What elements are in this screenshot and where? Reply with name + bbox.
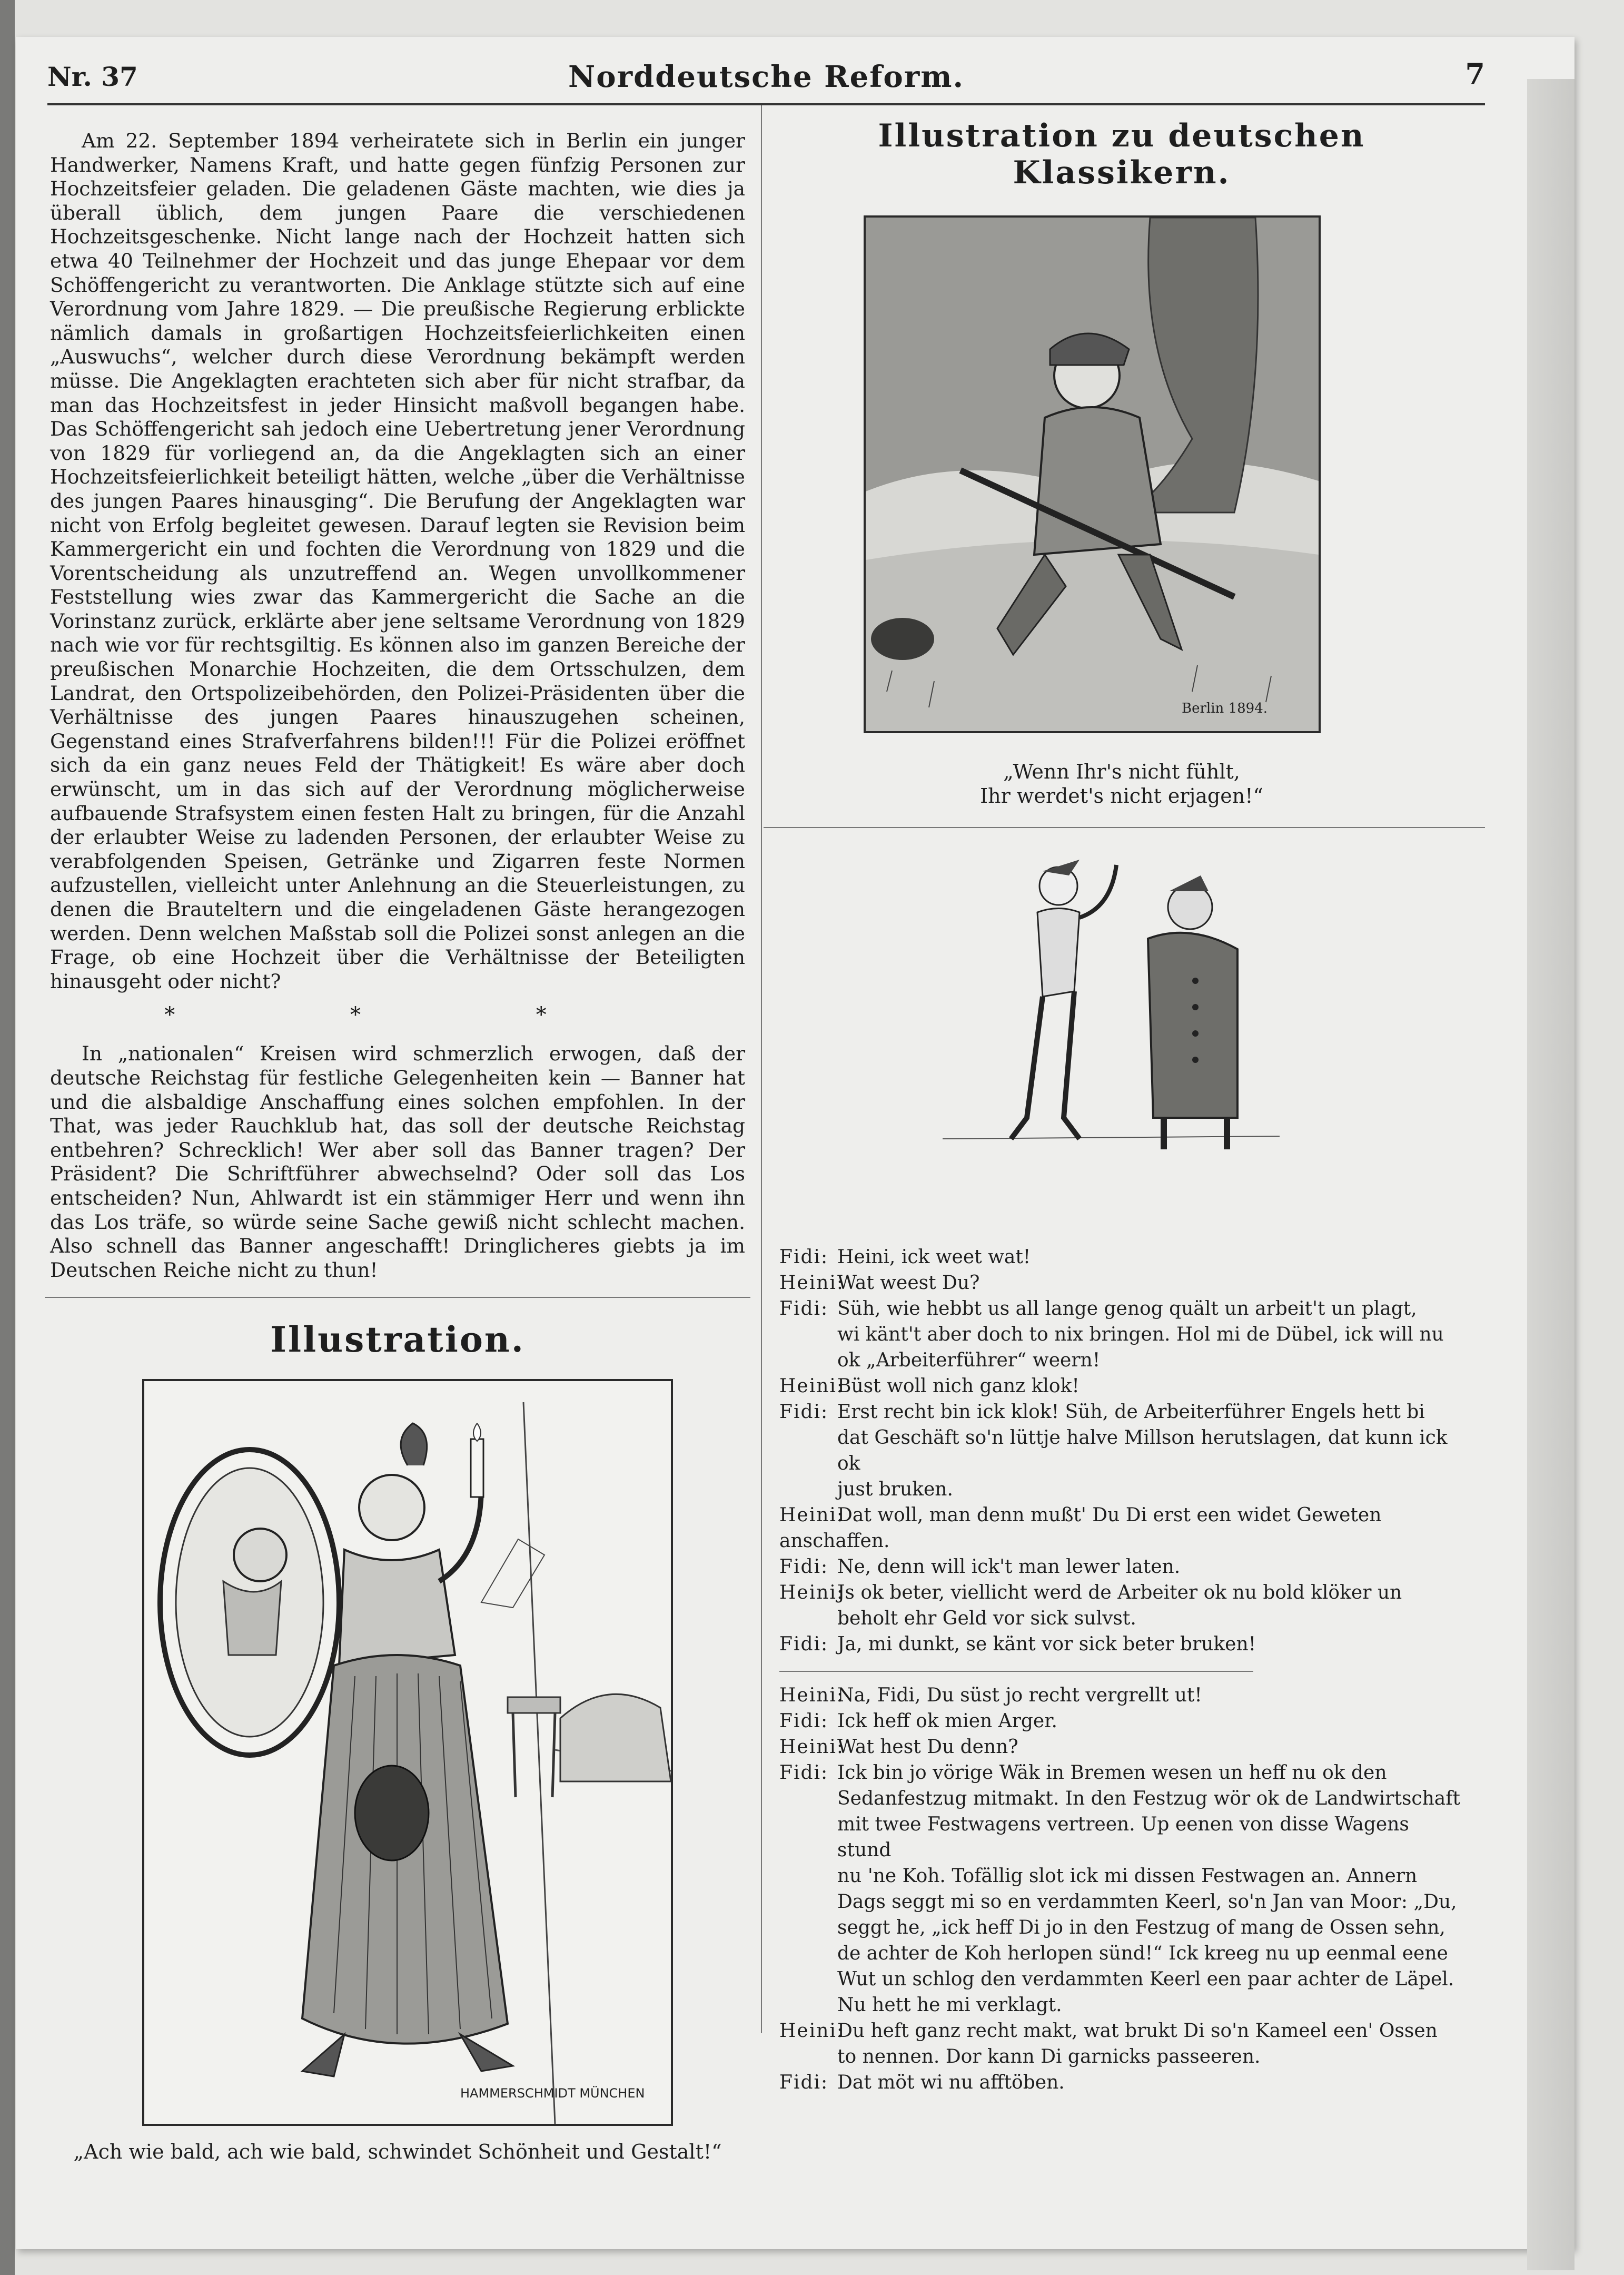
speaker: Fidi: [779, 1633, 829, 1655]
speech-continuation: beholt ehr Geld vor sick sulvst. [837, 1608, 1136, 1629]
hunter-drawing [866, 218, 1319, 731]
mirror-woman-drawing [144, 1381, 671, 2124]
speaker: Heini: [779, 2020, 845, 2042]
speaker: Heini: [779, 1272, 845, 1294]
speech-continuation: nu 'ne Koh. Tofällig slot ick mi dissen Festwagen an. Annern [837, 1865, 1418, 1887]
speech: Du heft ganz recht makt, wat brukt Di so'n Kameel een' Ossen [837, 2020, 1438, 2042]
speech-continuation: Dags seggt mi so en verdammten Keerl, so'n Jan van Moor: „Du, [837, 1891, 1457, 1913]
header-rule [47, 103, 1485, 105]
speaker: Fidi: [779, 2072, 829, 2093]
left-section-rule [45, 1297, 750, 1298]
speaker: Heini: [779, 1582, 845, 1603]
speech: Ne, denn will ick't man lewer laten. [837, 1556, 1181, 1578]
dialogue-section-1 [779, 1244, 1464, 1657]
dialogue-1-line-5 [779, 1399, 1464, 1425]
speaker: Heini: [779, 1685, 845, 1706]
dialogue-2-line-3 [779, 1734, 1464, 1760]
dialogue-1-line-6 [779, 1502, 1464, 1554]
page-header [47, 57, 1485, 99]
illustration-hunter [864, 215, 1321, 733]
book-binding-edge [0, 0, 15, 2275]
fidi-heini-drawing [943, 844, 1280, 1244]
speaker: Fidi: [779, 1710, 829, 1732]
speech: Heini, ick weet wat! [837, 1246, 1031, 1268]
speaker: Fidi: [779, 1401, 829, 1423]
speech-continuation: Sedanfestzug mitmakt. In den Festzug wör ok de Landwirtschaft [837, 1788, 1461, 1809]
dialogue-1-line-8 [779, 1580, 1464, 1606]
speaker: Fidi: [779, 1762, 829, 1784]
speech-continuation: de achter de Koh herlopen sünd!“ Ick kreeg nu up eenmal eene [837, 1943, 1448, 1964]
right-section-rule-2 [779, 1671, 1253, 1672]
klassiker-caption-line-2: Ihr werdet's nicht erjagen!“ [980, 784, 1263, 807]
illustration-fidi-heini [943, 844, 1280, 1244]
illustration-caption: „Ach wie bald, ach wie bald, schwindet Schönheit und Gestalt!“ [73, 2140, 722, 2164]
klassiker-caption [779, 760, 1464, 808]
article-wedding-ordinance: Am 22. September 1894 verheiratete sich in Berlin ein junger Handwerker, Namens Kraft, und hatte gegen fünfzig Personen zur Hochzeitsfeier geladen. Die geladenen Gäste machten, wie dies ja überall üblich, dem jungen Paare die verschiedenen Hochzeitsgeschenke. Nicht lange nach der Hochzeit hatten sich etwa 40 Teilnehmer der Hochzeit und das junge Ehepaar vor dem Schöffengericht zu verantworten. Die Anklage stützte sich auf eine Verordnung vom Jahre 1829. — Die preußische Regierung erblickte nämlich damals in großartigen Hochzeitsfeierlichkeiten einen „Auswuchs“, welcher durch diese Verordnung bekämpft werden müsse. Die Angeklagten erachteten sich aber für nicht strafbar, da man das Hochzeitsfest in jeder Hinsicht maßvoll begangen habe. Das Schöffengericht sah jedoch eine Uebertretung jener Verordnung von 1829 für vorliegend an, da die Angeklagten sich an einer Hochzeitsfeierlichkeit beteiligt hätten, welche „über die Verhältnisse des jungen Paares hinausging“. Die Berufung der Angeklagten war nicht von Erfolg begleitet gewesen. Darauf legten sie Revision beim Kammergericht ein und fochten die Verordnung von 1829 und die Vorentscheidung als unzutreffend an. Wegen unvollkommener Feststellung wies zwar das Kammergericht die Sache an die Vorinstanz zurück, erklärte aber jene seltsame Verordnung von 1829 nach wie vor für rechtsgiltig. Es können also im ganzen Bereiche der preußischen Monarchie Hochzeiten, die dem Ortsschulzen, dem Landrat, den Ortspolizeibehörden, den Polizei-Präsidenten über die Verhältnisse des jungen Paares hinauszugehen scheinen, Gegenstand eines Strafverfahrens bilden!!! Für die Polizei eröffnet sich da ein ganz neues Feld der Thätigkeit! Es wäre aber doch erwünscht, um in das sich auf der Verordnung möglicherweise aufbauende Strafsystem einen festen Halt zu bringen, für die Anzahl der erlaubter Weise zu ladenden Personen, der erlaubter Weise zu verabfolgenden Speisen, Getränke und Zigarren feste Normen aufzustellen, vielleicht unter Anlehnung an die Steuerleistungen, zu denen die Brauteltern und die eingeladenen Gäste herangezogen werden. Denn welchen Maßstab soll die Polizei sonst anlegen an die Frage, ob eine Hochzeit über die Verhältnisse der Beteiligten hinausgeht oder nicht? [50, 129, 745, 993]
speaker: Fidi: [779, 1556, 829, 1578]
speech: Wat weest Du? [837, 1272, 980, 1294]
speech-continuation: dat Geschäft so'n lüttje halve Millson herutslagen, dat kunn ick ok [837, 1427, 1448, 1474]
dialogue-2-line-6 [779, 2070, 1464, 2095]
illustration-mirror-woman [142, 1379, 673, 2126]
speaker: Heini: [779, 1736, 845, 1758]
speech-continuation: to nennen. Dor kann Di garnicks passeeren. [837, 2046, 1261, 2067]
klassiker-caption-line-1: „Wenn Ihr's nicht fühlt, [1003, 760, 1240, 783]
speech: Erst recht bin ick klok! Süh, de Arbeiterführer Engels hett bi [837, 1401, 1425, 1423]
speech: Ja, mi dunkt, se känt vor sick beter bruken! [837, 1633, 1256, 1655]
speech-continuation: wi känt't aber doch to nix bringen. Hol mi de Dübel, ick will nu [837, 1324, 1444, 1345]
dialogue-2-line-1 [779, 1682, 1464, 1708]
speaker: Fidi: [779, 1246, 829, 1268]
dialogue-2-line-5 [779, 2018, 1464, 2044]
speech: Süh, wie hebbt us all lange genog quält un arbeit't un plagt, [837, 1298, 1417, 1319]
speech-continuation: seggt he, „ick heff Di jo in den Festzug of mang de Ossen sehn, [837, 1917, 1445, 1938]
speech: Na, Fidi, Du süst jo recht vergrellt ut! [837, 1685, 1202, 1706]
speech-continuation: ok „Arbeiterführer“ weern! [837, 1350, 1101, 1371]
dialogue-1-line-3 [779, 1296, 1464, 1322]
left-column [50, 129, 745, 2164]
speech: Dat möt wi nu afftöben. [837, 2072, 1065, 2093]
speech-continuation: just bruken. [837, 1479, 953, 1500]
speech: Ick heff ok mien Arger. [837, 1710, 1057, 1732]
page-edge [1527, 79, 1575, 2270]
speech: Büst woll nich ganz klok! [837, 1375, 1080, 1397]
dialogue-1-line-7 [779, 1554, 1464, 1580]
speech: Dat woll, man denn mußt' Du Di erst een widet Geweten anschaffen. [779, 1504, 1382, 1552]
speech-continuation: Nu hett he mi verklagt. [837, 1994, 1062, 2016]
column-divider [761, 105, 762, 2033]
speaker: Heini: [779, 1375, 845, 1397]
dialogue-1-line-9 [779, 1631, 1464, 1657]
right-section-rule-1 [764, 827, 1485, 828]
hunter-signature: Berlin 1894. [1182, 701, 1267, 716]
dialogue-section-2 [779, 1682, 1464, 2095]
speech: Ick bin jo vörige Wäk in Bremen wesen un heff nu ok den [837, 1762, 1387, 1784]
dialogue-2-line-4 [779, 1760, 1464, 1786]
illustration-title: Illustration. [270, 1319, 525, 1361]
section-separator: * * * [164, 1003, 631, 1028]
speech-continuation: Wut un schlog den verdammten Keerl een paar achter de Läpel. [837, 1968, 1454, 1990]
dialogue-1-line-2 [779, 1270, 1464, 1296]
speaker: Heini: [779, 1504, 845, 1526]
dialogue-1-line-1 [779, 1244, 1464, 1270]
dialogue-1-line-4 [779, 1373, 1464, 1399]
speech: Js ok beter, viellicht werd de Arbeiter ok nu bold klöker un [837, 1582, 1402, 1603]
dialogue-2-line-2 [779, 1708, 1464, 1734]
speaker: Fidi: [779, 1298, 829, 1319]
page-number: 7 [1465, 57, 1485, 91]
illustration-signature: HAMMERSCHMIDT MÜNCHEN [460, 2086, 645, 2101]
right-column [779, 113, 1464, 2109]
article-reichstag-banner: In „nationalen“ Kreisen wird schmerzlich erwogen, daß der deutsche Reichstag für festliche Gelegenheiten kein — Banner hat und die alsbaldige Anschaffung eines solchen empfohlen. In der That, was jeder Rauchklub hat, das soll der deutsche Reichstag entbehren? Schrecklich! Wer aber soll das Banner tragen? Der Präsident? Die Schriftführer abwechselnd? Oder soll das Los entscheiden? Nun, Ahlwardt ist ein stämmiger Herr und wenn ihn das Los träfe, so würde seine Sache gewiß nicht schlecht machen. Also schnell das Banner angeschafft! Dringlicheres giebts ja im Deutschen Reiche nicht zu thun! [50, 1042, 745, 1282]
speech-continuation: mit twee Festwagens vertreen. Up eenen von disse Wagens stund [837, 1814, 1409, 1861]
newspaper-title: Norddeutsche Reform. [568, 60, 964, 94]
klassiker-title: Illustration zu deutschen Klassikern. [878, 117, 1365, 191]
speech: Wat hest Du denn? [837, 1736, 1018, 1758]
issue-number: Nr. 37 [47, 61, 138, 92]
